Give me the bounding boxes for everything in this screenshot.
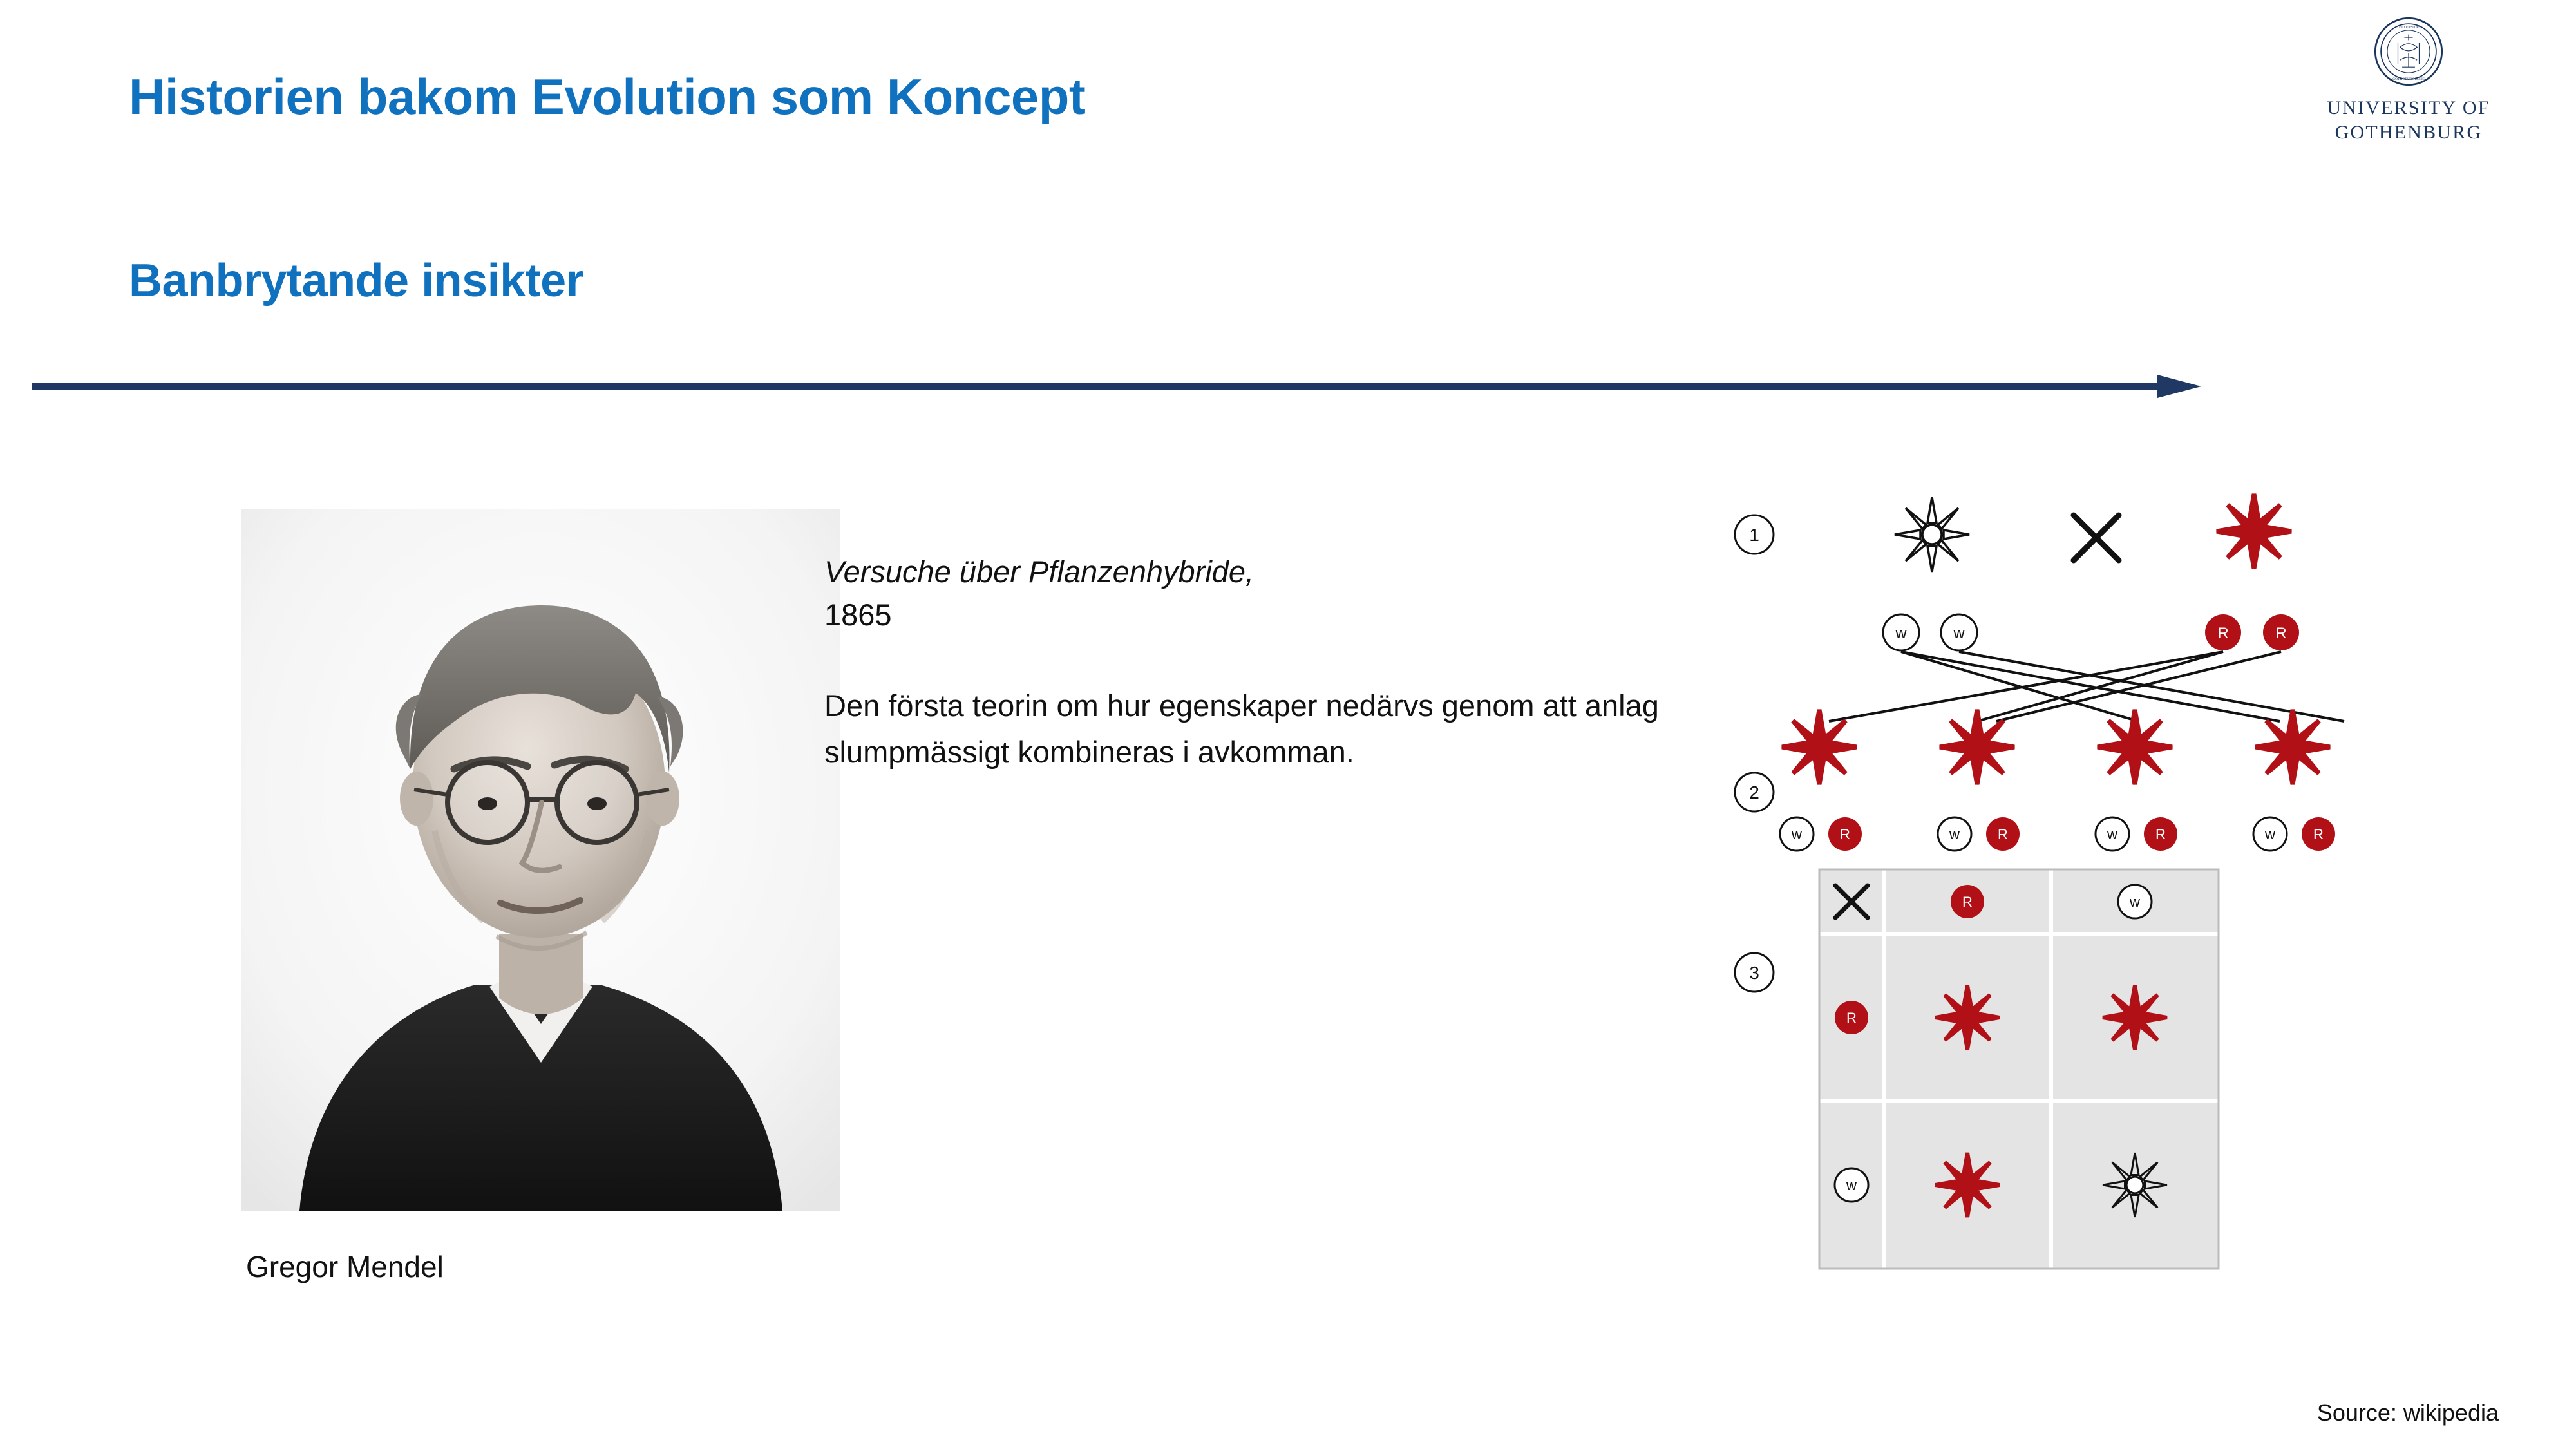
offspring-flower-4 xyxy=(2255,710,2330,784)
offspring-flower-2 xyxy=(1940,710,2014,784)
svg-text:w: w xyxy=(1953,625,1965,642)
university-seal-icon xyxy=(2373,16,2444,87)
divider-arrow xyxy=(32,374,2202,399)
page-title: Historien bakom Evolution som Koncept xyxy=(129,68,1086,125)
logo-line-2: GOTHENBURG xyxy=(2334,122,2483,144)
svg-text:UNIVERSITAS: UNIVERSITAS xyxy=(2397,25,2420,30)
svg-text:w: w xyxy=(1949,826,1960,842)
body-paragraph: Den första teorin om hur egenskaper nedärvs genom att anlag slumpmässigt kombineras i avkomman. xyxy=(824,688,1659,770)
svg-text:w: w xyxy=(1895,625,1907,642)
step-marker-2: 2 xyxy=(1749,782,1759,802)
page-subtitle: Banbrytande insikter xyxy=(129,255,584,307)
publication-year: 1865 xyxy=(824,597,892,632)
gregor-mendel-portrait xyxy=(242,509,840,1211)
offspring-flower-1 xyxy=(1782,710,1857,784)
svg-text:R: R xyxy=(2275,625,2287,642)
step-marker-3: 3 xyxy=(1749,963,1759,983)
svg-text:R: R xyxy=(1840,826,1850,842)
portrait-image xyxy=(242,509,840,1211)
svg-text:GOTHOBURGENSIS: GOTHOBURGENSIS xyxy=(2392,77,2425,81)
svg-text:w: w xyxy=(2107,826,2117,842)
mendelian-inheritance-diagram xyxy=(1726,464,2531,1359)
svg-text:R: R xyxy=(2313,826,2324,842)
svg-text:R: R xyxy=(2155,826,2166,842)
body-text-block xyxy=(824,551,1681,775)
offspring-flower-3 xyxy=(2098,710,2172,784)
punnett-square xyxy=(1819,869,2219,1269)
source-note: Source: wikipedia xyxy=(2316,1399,2499,1426)
parent-flower-white xyxy=(1895,497,1969,572)
step-marker-1: 1 xyxy=(1749,525,1759,545)
svg-text:R: R xyxy=(1846,1010,1857,1026)
portrait-caption: Gregor Mendel xyxy=(246,1250,444,1283)
publication-title: Versuche über Pflanzenhybride, xyxy=(824,554,1255,589)
inheritance-lines xyxy=(1829,652,2344,721)
svg-text:R: R xyxy=(2217,625,2229,642)
cross-symbol-parents xyxy=(2074,515,2119,560)
svg-text:w: w xyxy=(2265,826,2275,842)
svg-text:R: R xyxy=(1962,894,1973,910)
svg-text:R: R xyxy=(1998,826,2008,842)
university-logo xyxy=(2312,16,2505,146)
logo-line-1: UNIVERSITY OF xyxy=(2327,97,2490,118)
punnett-cell-2-1 xyxy=(1935,1153,2000,1217)
punnett-cell-1-2 xyxy=(2103,985,2167,1050)
svg-text:w: w xyxy=(1846,1177,1857,1193)
punnett-cell-1-1 xyxy=(1935,985,2000,1050)
svg-text:w: w xyxy=(1792,826,1802,842)
parent-flower-red xyxy=(2217,494,2291,569)
svg-text:w: w xyxy=(2130,894,2140,910)
